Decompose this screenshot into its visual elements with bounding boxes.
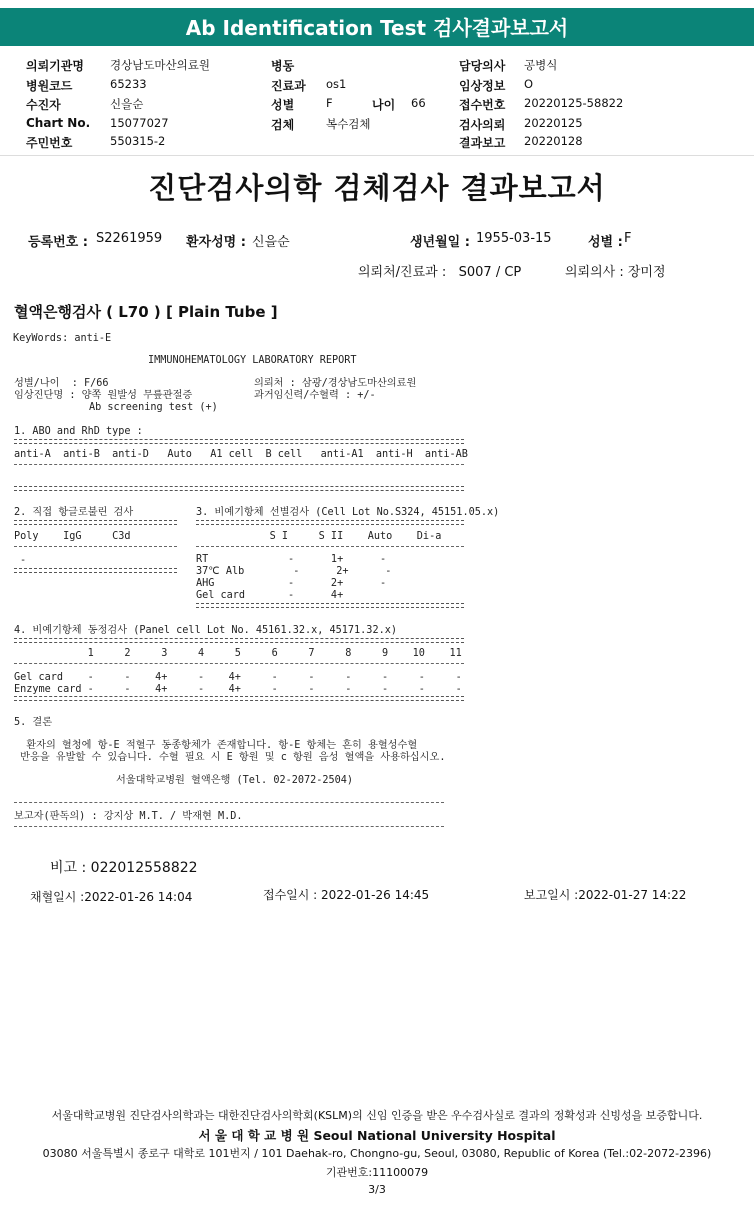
lab-report-title: IMMUNOHEMATOLOGY LABORATORY REPORT	[148, 355, 357, 366]
separator	[196, 546, 464, 547]
institution-label: 의뢰기관명	[26, 59, 84, 73]
screen-row: Gel card - 4+	[196, 590, 344, 601]
age-label: 나이	[372, 98, 396, 112]
separator	[14, 802, 444, 803]
footer-address: 03080 서울특별시 종로구 대학로 101번지 / 101 Daehak-ro, Chongno-gu, Seoul, 03080, Republic of Korea (Tel.:02-2072-2396)	[42, 1147, 712, 1160]
dat-value: -	[20, 555, 27, 566]
request-value: 20220125	[524, 116, 583, 130]
specimen-label: 검체	[271, 118, 295, 132]
collected-time: 채혈일시 :2022-01-26 14:04	[30, 890, 193, 904]
keywords: KeyWords: anti-E	[13, 333, 112, 344]
clinical-label: 임상정보	[459, 79, 506, 93]
specimen-value: 복수검체	[326, 117, 371, 131]
section-title: 혈액은행검사 ( L70 ) [ Plain Tube ]	[14, 303, 278, 321]
institution-value: 경상남도마산의료원	[110, 58, 210, 72]
abo-header: anti-A anti-B anti-D Auto A1 cell B cell anti-A1 anti-H anti-AB	[14, 449, 468, 460]
age-value: 66	[411, 96, 426, 110]
panel-row: Enzyme card - - 4+ - 4+ - - - - - -	[14, 684, 462, 695]
conclusion-line: 환자의 혈청에 항-E 적혈구 동종항체가 존재합니다. 항-E 항체는 흔히 용혈성수혈	[14, 740, 418, 751]
dept-label: 진료과	[271, 79, 306, 93]
ssn-value: 550315-2	[110, 134, 166, 148]
screen-row: 37℃ Alb - 2+ -	[196, 566, 392, 577]
conclusion-title: 5. 결론	[14, 717, 53, 728]
abo-title: 1. ABO and RhD type :	[14, 426, 143, 437]
request-label: 검사의뢰	[459, 118, 506, 132]
separator	[14, 663, 464, 664]
separator	[14, 638, 464, 643]
separator	[14, 520, 177, 525]
separator	[14, 826, 444, 827]
remark-note: 비고 : 022012558822	[50, 860, 198, 876]
name-value: 신을순	[252, 235, 290, 250]
clinical-value: O	[524, 77, 534, 91]
screen-row: RT - 1+ -	[196, 554, 387, 565]
report-date-value: 20220128	[524, 134, 583, 148]
report-date-label: 결과보고	[459, 136, 506, 150]
doctor-label: 담당의사	[459, 59, 506, 73]
page-number: 3/3	[368, 1183, 386, 1196]
dat-title: 2. 직접 항글로불린 검사	[14, 507, 134, 518]
dob-label: 생년월일 :	[410, 235, 470, 250]
name-label: 환자성명 :	[186, 235, 246, 250]
separator	[14, 546, 177, 547]
separator	[14, 486, 464, 491]
screen-result: Ab screening test (+)	[89, 402, 218, 413]
reporter: 보고자(판독의) : 강지상 M.T. / 박재현 M.D.	[14, 811, 243, 822]
report-title: 진단검사의학 검체검사 결과보고서	[148, 171, 606, 205]
hospital-code-value: 65233	[110, 77, 147, 91]
dat-header: Poly IgG C3d	[14, 531, 131, 542]
history: 과거임신력/수혈력 : +/-	[254, 390, 376, 401]
receipt-label: 접수번호	[459, 98, 506, 112]
conclusion-line: 반응을 유발할 수 있습니다. 수혈 필요 시 E 항원 및 c 항원 음성 혈액을 사용하십시오.	[14, 752, 446, 763]
footer-hospital: 서 울 대 학 교 병 원 Seoul National University Hospital	[198, 1128, 556, 1143]
panel-row: Gel card - - 4+ - 4+ - - - - - -	[14, 672, 462, 683]
separator	[14, 696, 464, 701]
panel-title: 4. 비예기항체 동정검사 (Panel cell Lot No. 45161.32.x, 45171.32.x)	[14, 625, 397, 636]
reg-value: S2261959	[96, 231, 163, 246]
separator	[196, 520, 464, 525]
sex-age: 성별/나이 : F/66	[14, 378, 109, 389]
blood-bank-line: 서울대학교병원 혈액은행 (Tel. 02-2072-2504)	[116, 775, 354, 786]
reported-time: 보고일시 :2022-01-27 14:22	[524, 888, 687, 902]
patient-label: 수진자	[26, 98, 61, 112]
header-divider	[0, 155, 754, 156]
separator	[14, 439, 464, 444]
receipt-value: 20220125-58822	[524, 96, 624, 110]
reg-label: 등록번호 :	[28, 235, 88, 250]
report-banner: Ab Identification Test 검사결과보고서	[0, 8, 754, 46]
ssn-label: 주민번호	[26, 136, 73, 150]
ward-label: 병동	[271, 59, 295, 73]
doctor-value: 공병식	[524, 58, 558, 72]
requester: 의뢰처 : 삼광/경상남도마산의료원	[254, 378, 417, 389]
report-sex-value: F	[624, 231, 632, 246]
separator	[196, 603, 464, 608]
req-doctor-text: 의뢰의사 : 장미정	[565, 265, 666, 280]
dept-value: os1	[326, 77, 347, 91]
hospital-code-label: 병원코드	[26, 79, 73, 93]
sex-value: F	[326, 96, 333, 110]
patient-value: 신을순	[110, 97, 144, 111]
dob-value: 1955-03-15	[476, 231, 552, 246]
screen-header: S I S II Auto Di-a	[196, 531, 442, 542]
institution-number: 기관번호:11100079	[325, 1166, 429, 1179]
chart-value: 15077027	[110, 116, 169, 130]
separator	[14, 464, 464, 465]
certification-text: 서울대학교병원 진단검사의학과는 대한진단검사의학회(KSLM)의 신임 인증을 받은 우수검사실로 결과의 정확성과 신빙성을 보증합니다.	[51, 1109, 703, 1122]
panel-header: 1 2 3 4 5 6 7 8 9 10 11	[14, 648, 462, 659]
dept-text: 의뢰처/진료과 : S007 / CP	[358, 265, 522, 280]
separator	[14, 568, 177, 573]
diagnosis: 임상진단명 : 양쪽 원발성 무릎관절증	[14, 390, 193, 401]
chart-label: Chart No.	[26, 116, 91, 130]
sex-label: 성별	[271, 98, 295, 112]
screen-title: 3. 비예기항체 선별검사 (Cell Lot No.S324, 45151.05.x)	[196, 507, 500, 518]
screen-row: AHG - 2+ -	[196, 578, 387, 589]
received-time: 접수일시 : 2022-01-26 14:45	[263, 888, 430, 902]
report-sex-label: 성별 :	[588, 235, 623, 250]
